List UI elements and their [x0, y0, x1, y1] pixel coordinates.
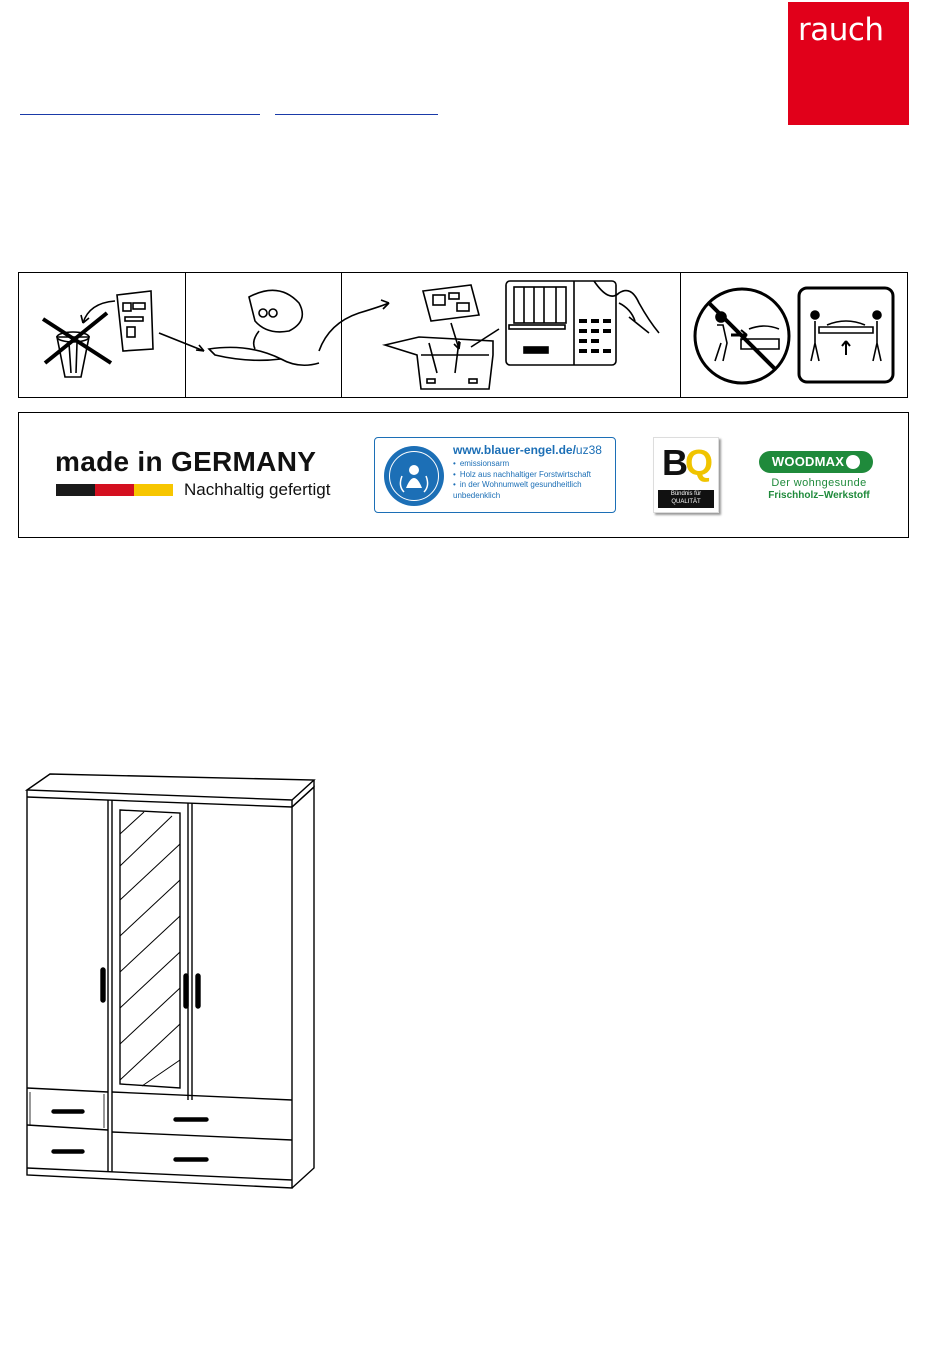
blauer-engel-url: [453, 443, 602, 457]
mirror-panel: [120, 810, 180, 1088]
list-item: • emissionsarm: [453, 459, 613, 470]
wardrobe-illustration: [22, 770, 322, 1200]
drawer-handle: [174, 1118, 208, 1121]
do-not-discard-instructions-icon: [43, 291, 204, 377]
blauer-engel-list: [453, 459, 613, 501]
woodmax-d-icon: [846, 455, 860, 469]
woodmax-tagline-2: Frischholz–Werkstoff: [768, 490, 870, 501]
read-instructions-icon: [209, 290, 389, 365]
woodmax-badge-text: WOODMAX: [771, 454, 845, 469]
keep-instructions-icon: [385, 285, 499, 389]
blauer-engel-code: uz38: [575, 443, 602, 457]
remove-sticker-icon: [506, 281, 659, 365]
wardrobe-top: [27, 774, 314, 800]
drawer-handle: [52, 1150, 84, 1153]
wardrobe-side: [292, 787, 314, 1188]
rauch-logo: [788, 2, 909, 125]
rauch-logo-text: rauch: [798, 12, 884, 48]
do-not-push-furniture-icon: [695, 289, 789, 383]
bq-quality-badge: [653, 437, 719, 513]
flag-stripe-gold: [134, 484, 173, 496]
door-handle-left: [101, 968, 105, 1002]
door-handle-right: [196, 974, 200, 1008]
woodmax-badge: [759, 451, 873, 473]
drawer-handle: [174, 1158, 208, 1161]
german-flag-bar: [56, 484, 173, 496]
blauer-engel-label: [374, 437, 616, 513]
lift-with-two-people-icon: [799, 288, 893, 382]
list-item: • in der Wohnumwelt gesundheitlich unbedenklich: [453, 480, 613, 501]
drawer-handle: [52, 1110, 84, 1113]
blauer-engel-url-text: www.blauer-engel.de/: [453, 443, 576, 457]
flag-stripe-black: [56, 484, 95, 496]
link-1[interactable]: [20, 114, 260, 115]
door-handle-mid: [184, 974, 188, 1008]
instruction-steps-strip: [18, 272, 908, 398]
blauer-engel-seal-icon: [384, 446, 444, 506]
made-in-germany-title: made in GERMANY: [55, 446, 317, 477]
instruction-steps-illustration: [19, 273, 907, 397]
bq-letter-b: B: [662, 442, 685, 483]
made-in-germany-subtitle: Nachhaltig gefertigt: [184, 480, 331, 499]
flag-stripe-red: [95, 484, 134, 496]
link-2[interactable]: [275, 114, 438, 115]
woodmax-tagline-1: Der wohngesunde: [771, 477, 867, 489]
list-item: • Holz aus nachhaltiger Forstwirtschaft: [453, 470, 613, 481]
mirror-hatching: [120, 812, 180, 1086]
wardrobe-front: [27, 797, 292, 1188]
bq-letters: [662, 442, 710, 484]
bq-footer: Bündnis für QUALITÄT: [658, 490, 714, 508]
certification-labels-box: [18, 412, 909, 538]
bq-letter-q: Q: [685, 442, 711, 483]
